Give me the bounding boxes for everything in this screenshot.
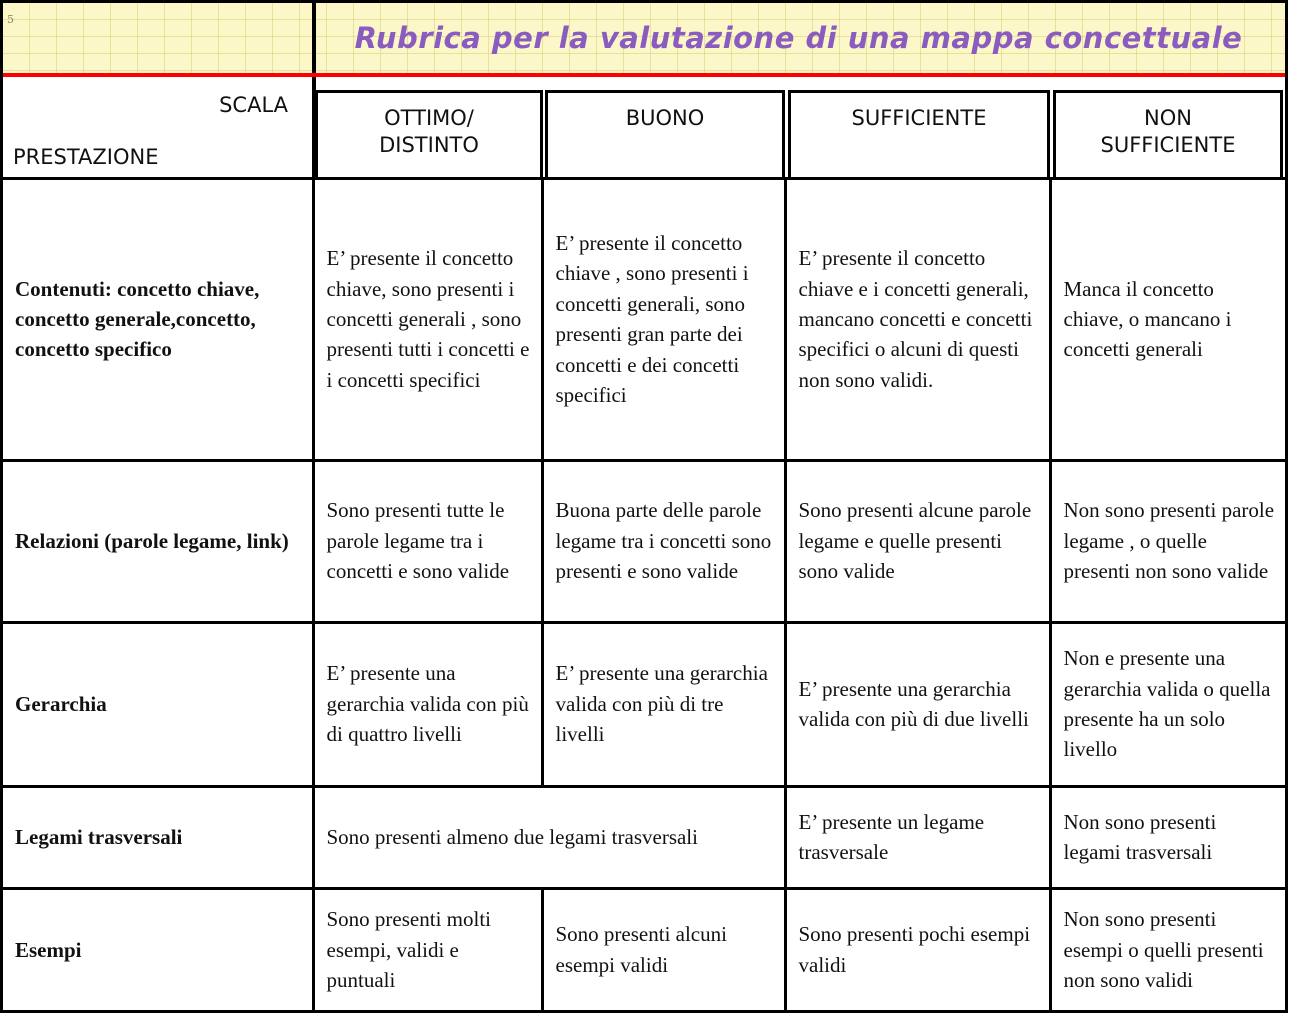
cell-legami-ottimo-buono: Sono presenti almeno due legami trasversali bbox=[313, 786, 785, 888]
rubric-body-table bbox=[3, 180, 1285, 1010]
level-header-line: OTTIMO/ bbox=[384, 106, 474, 130]
cell-relazioni-non-sufficiente: Non sono presenti parole legame , o quelle presenti non sono valide bbox=[1050, 460, 1285, 622]
criterion-cell: Legami trasversali bbox=[3, 786, 313, 888]
cell-gerarchia-ottimo: E’ presente una gerarchia valida con più di quattro livelli bbox=[313, 622, 542, 786]
level-header-line: SUFFICIENTE bbox=[1100, 133, 1236, 158]
cell-relazioni-buono: Buona parte delle parole legame tra i concetti sono presenti e sono valide bbox=[542, 460, 785, 622]
cell-contenuti-non-sufficiente: Manca il concetto chiave, o mancano i concetti generali bbox=[1050, 180, 1285, 460]
cell-esempi-sufficiente: Sono presenti pochi esempi validi bbox=[785, 888, 1050, 1010]
table-row-relazioni bbox=[3, 460, 1285, 622]
cell-legami-non-sufficiente: Non sono presenti legami trasversali bbox=[1050, 786, 1285, 888]
scale-label: SCALA bbox=[219, 93, 288, 117]
cell-gerarchia-sufficiente: E’ presente una gerarchia valida con più di due livelli bbox=[785, 622, 1050, 786]
red-divider-line bbox=[3, 73, 1285, 77]
table-row-esempi bbox=[3, 888, 1285, 1010]
cell-relazioni-ottimo: Sono presenti tutte le parole legame tra i concetti e sono valide bbox=[313, 460, 542, 622]
cell-esempi-ottimo: Sono presenti molti esempi, validi e puntuali bbox=[313, 888, 542, 1010]
table-row-gerarchia bbox=[3, 622, 1285, 786]
cell-gerarchia-buono: E’ presente una gerarchia valida con più di tre livelli bbox=[542, 622, 785, 786]
table-row-legami-trasversali bbox=[3, 786, 1285, 888]
level-header-line: DISTINTO bbox=[379, 133, 479, 158]
level-header-line: BUONO bbox=[625, 106, 705, 130]
scale-performance-cell bbox=[3, 77, 312, 177]
level-header-non-sufficiente bbox=[1053, 90, 1283, 180]
cell-contenuti-sufficiente: E’ presente il concetto chiave e i concetti generali, mancano concetti e concetti specifici o alcuni di questi non sono validi. bbox=[785, 180, 1050, 460]
level-header-sufficiente bbox=[788, 90, 1050, 180]
cell-gerarchia-non-sufficiente: Non e presente una gerarchia valida o quella presente ha un solo livello bbox=[1050, 622, 1285, 786]
cell-esempi-non-sufficiente: Non sono presenti esempi o quelli presenti non sono validi bbox=[1050, 888, 1285, 1010]
criterion-cell: Esempi bbox=[3, 888, 313, 1010]
cell-contenuti-ottimo: E’ presente il concetto chiave, sono presenti i concetti generali , sono presenti tutti i concetti e i concetti specifici bbox=[313, 180, 542, 460]
page-title: Rubrica per la valutazione di una mappa concettuale bbox=[354, 21, 1243, 55]
corner-mark: 5 bbox=[7, 13, 14, 26]
criterion-cell: Contenuti: concetto chiave, concetto generale,concetto, concetto specifico bbox=[3, 180, 313, 460]
cell-relazioni-sufficiente: Sono presenti alcune parole legame e quelle presenti sono valide bbox=[785, 460, 1050, 622]
level-header-ottimo-distinto bbox=[315, 90, 543, 180]
cell-legami-sufficiente: E’ presente un legame trasversale bbox=[785, 786, 1050, 888]
criterion-cell: Gerarchia bbox=[3, 622, 313, 786]
criterion-cell: Relazioni (parole legame, link) bbox=[3, 460, 313, 622]
level-header-buono bbox=[545, 90, 785, 180]
level-header-line: NON bbox=[1144, 106, 1192, 130]
column-divider-line bbox=[312, 3, 316, 180]
cell-esempi-buono: Sono presenti alcuni esempi validi bbox=[542, 888, 785, 1010]
cell-contenuti-buono: E’ presente il concetto chiave , sono presenti i concetti generali, sono presenti gran parte dei concetti e dei concetti specifici bbox=[542, 180, 785, 460]
level-header-line: SUFFICIENTE bbox=[851, 106, 987, 130]
table-row-contenuti bbox=[3, 180, 1285, 460]
title-cell bbox=[312, 3, 1285, 73]
performance-label: PRESTAZIONE bbox=[13, 145, 159, 169]
